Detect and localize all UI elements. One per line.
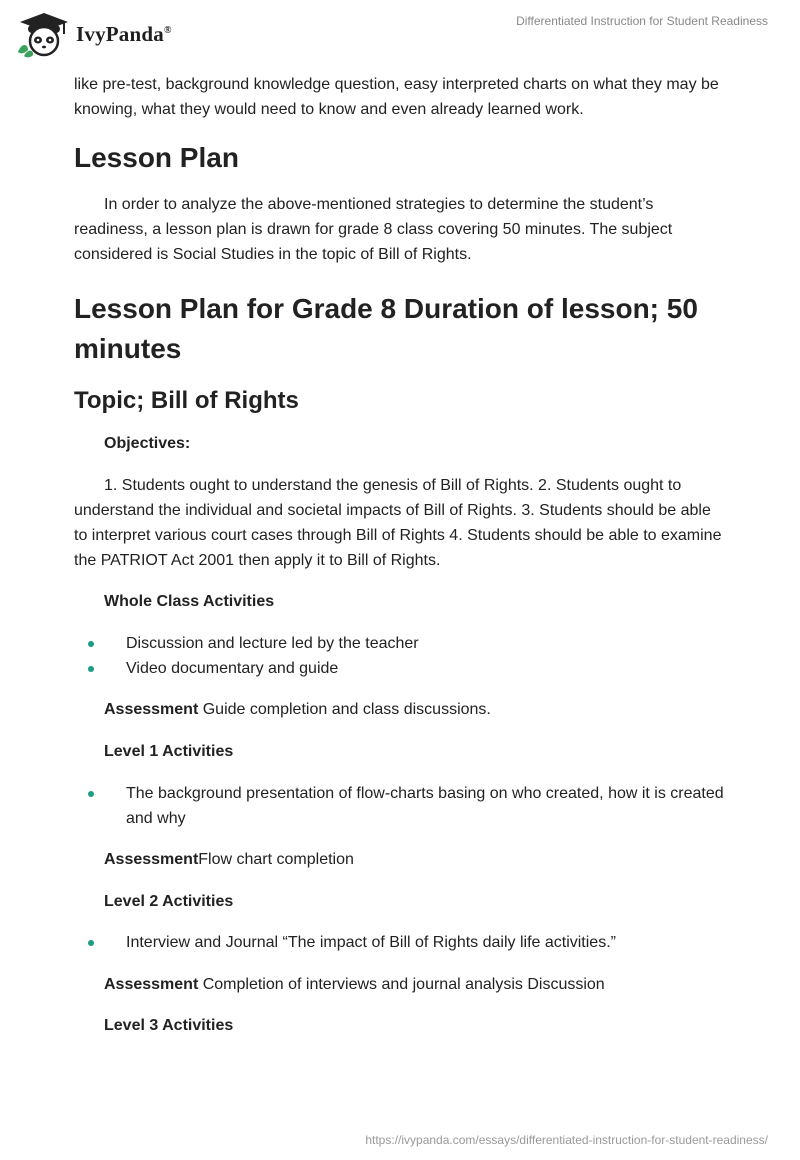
level3-label: Level 3 Activities bbox=[104, 1017, 234, 1034]
panda-logo-icon bbox=[14, 10, 72, 58]
article-body bbox=[74, 72, 724, 1038]
whole-class-list bbox=[74, 631, 724, 681]
level2-list bbox=[74, 930, 724, 955]
source-url-link[interactable]: https://ivypanda.com/essays/differentiated-instruction-for-student-readiness/ bbox=[365, 1133, 768, 1147]
assessment-level2: Assessment Completion of interviews and journal analysis Discussion bbox=[104, 976, 605, 993]
list-item: Video documentary and guide bbox=[74, 656, 724, 681]
bullet-icon bbox=[88, 641, 94, 647]
level1-list bbox=[74, 781, 724, 831]
bullet-icon bbox=[88, 666, 94, 672]
whole-class-label: Whole Class Activities bbox=[104, 593, 275, 610]
heading-lesson-plan: Lesson Plan bbox=[74, 142, 239, 173]
list-item: Interview and Journal “The impact of Bill of Rights daily life activities.” bbox=[74, 930, 724, 955]
heading-grade8-plan: Lesson Plan for Grade 8 Duration of lesson; 50 minutes bbox=[74, 293, 698, 364]
bullet-icon bbox=[88, 940, 94, 946]
list-item: The background presentation of flow-charts basing on who created, how it is created and why bbox=[74, 781, 724, 831]
level2-label: Level 2 Activities bbox=[104, 893, 234, 910]
assessment-level1: AssessmentFlow chart completion bbox=[104, 851, 354, 868]
objectives-paragraph: 1. Students ought to understand the genesis of Bill of Rights. 2. Students ought to understand the individual and societal impacts of Bill of Rights. 3. Students should be able to interpret various court cases through Bill of Rights 4. Students should be able to examine the PATRIOT Act 2001 then apply it to Bill of Rights. bbox=[74, 477, 722, 569]
objectives-label: Objectives: bbox=[104, 435, 191, 452]
brand-name: IvyPanda® bbox=[76, 21, 172, 46]
intro-paragraph: like pre-test, background knowledge question, easy interpreted charts on what they may be knowing, what they would need to know and even already learned work. bbox=[74, 76, 719, 118]
list-item: Discussion and lecture led by the teacher bbox=[74, 631, 724, 656]
brand-logo[interactable] bbox=[14, 10, 172, 58]
page-header bbox=[0, 0, 800, 70]
bullet-icon bbox=[88, 791, 94, 797]
assessment-whole-class: Assessment Guide completion and class discussions. bbox=[104, 701, 491, 718]
heading-topic: Topic; Bill of Rights bbox=[74, 387, 299, 414]
lesson-plan-paragraph: In order to analyze the above-mentioned strategies to determine the student’s readiness, a lesson plan is drawn for grade 8 class covering 50 minutes. The subject considered is Social Studies in the topic of Bill of Rights. bbox=[74, 196, 673, 263]
level1-label: Level 1 Activities bbox=[104, 743, 234, 760]
document-title: Differentiated Instruction for Student Readiness bbox=[516, 14, 768, 28]
